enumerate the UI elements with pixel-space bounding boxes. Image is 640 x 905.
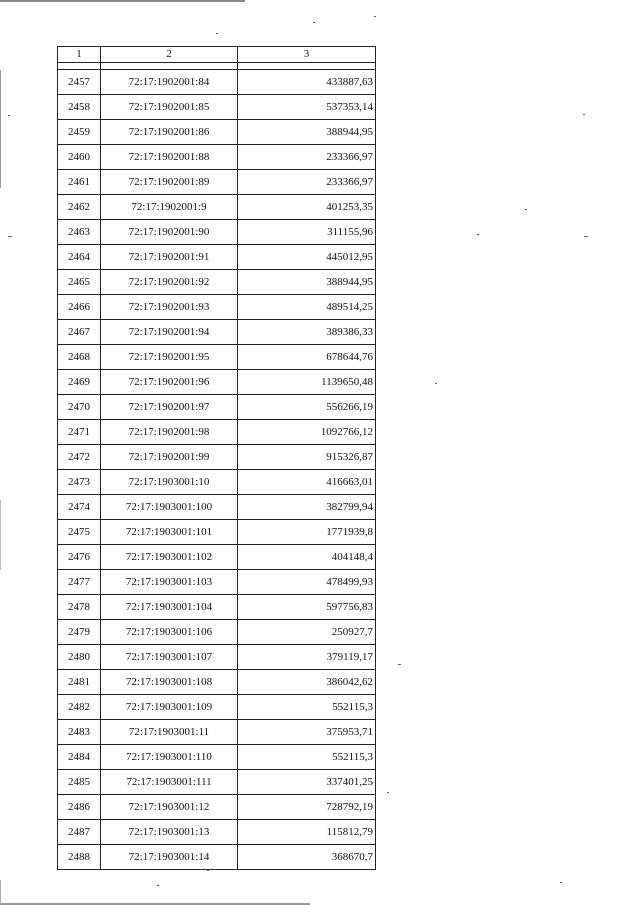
table-row (58, 670, 376, 695)
row-number: 2487 (58, 820, 101, 845)
cadastral-value: 537353,14 (238, 95, 376, 120)
table-row (58, 720, 376, 745)
row-number: 2481 (58, 670, 101, 695)
speck (398, 664, 401, 665)
cadastral-number: 72:17:1902001:93 (101, 295, 238, 320)
table-row (58, 745, 376, 770)
row-number: 2463 (58, 220, 101, 245)
row-number: 2459 (58, 120, 101, 145)
cadastral-value: 1092766,12 (238, 420, 376, 445)
cadastral-number: 72:17:1902001:89 (101, 170, 238, 195)
cadastral-value: 445012,95 (238, 245, 376, 270)
speck (207, 870, 209, 871)
row-number: 2474 (58, 495, 101, 520)
row-number: 2461 (58, 170, 101, 195)
cadastral-value: 368670,7 (238, 845, 376, 870)
row-number: 2470 (58, 395, 101, 420)
cadastral-number: 72:17:1903001:100 (101, 495, 238, 520)
row-number: 2488 (58, 845, 101, 870)
table-row (58, 545, 376, 570)
cadastral-value: 386042,62 (238, 670, 376, 695)
cadastral-value: 233366,97 (238, 145, 376, 170)
table-row (58, 345, 376, 370)
table-row (58, 570, 376, 595)
cadastral-value: 389386,33 (238, 320, 376, 345)
cadastral-number: 72:17:1903001:10 (101, 470, 238, 495)
speck (8, 236, 12, 237)
cadastral-number: 72:17:1902001:97 (101, 395, 238, 420)
table-row (58, 695, 376, 720)
row-number: 2475 (58, 520, 101, 545)
cadastral-value: 311155,96 (238, 220, 376, 245)
speck (387, 792, 389, 793)
cadastral-number: 72:17:1903001:12 (101, 795, 238, 820)
header-col-1: 1 (58, 47, 101, 63)
table-row (58, 770, 376, 795)
cadastral-number: 72:17:1902001:96 (101, 370, 238, 395)
table-row (58, 645, 376, 670)
cadastral-number: 72:17:1903001:104 (101, 595, 238, 620)
header-row (58, 47, 376, 63)
cadastral-value: 388944,95 (238, 120, 376, 145)
cadastral-value: 404148,4 (238, 545, 376, 570)
speck (157, 885, 159, 886)
cadastral-value: 379119,17 (238, 645, 376, 670)
cadastral-value: 489514,25 (238, 295, 376, 320)
cadastral-value-table (57, 46, 376, 870)
cadastral-number: 72:17:1902001:88 (101, 145, 238, 170)
speck (435, 383, 437, 384)
cadastral-value: 233366,97 (238, 170, 376, 195)
row-number: 2465 (58, 270, 101, 295)
cadastral-number: 72:17:1903001:11 (101, 720, 238, 745)
row-number: 2477 (58, 570, 101, 595)
row-number: 2457 (58, 70, 101, 95)
row-number: 2478 (58, 595, 101, 620)
table-row (58, 245, 376, 270)
speck (583, 114, 585, 115)
table-row (58, 395, 376, 420)
row-number: 2466 (58, 295, 101, 320)
speck (374, 16, 376, 17)
cadastral-number: 72:17:1903001:102 (101, 545, 238, 570)
cadastral-value: 552115,3 (238, 745, 376, 770)
table-row (58, 120, 376, 145)
cadastral-number: 72:17:1903001:111 (101, 770, 238, 795)
table-row (58, 495, 376, 520)
cadastral-number: 72:17:1902001:90 (101, 220, 238, 245)
cadastral-value: 678644,76 (238, 345, 376, 370)
cadastral-value: 416663,01 (238, 470, 376, 495)
row-number: 2471 (58, 420, 101, 445)
cadastral-number: 72:17:1903001:14 (101, 845, 238, 870)
row-number: 2462 (58, 195, 101, 220)
speck (560, 882, 562, 883)
row-number: 2458 (58, 95, 101, 120)
cadastral-value: 915326,87 (238, 445, 376, 470)
table-row (58, 320, 376, 345)
cadastral-number: 72:17:1902001:92 (101, 270, 238, 295)
row-number: 2467 (58, 320, 101, 345)
scan-artifact-top (0, 0, 245, 2)
table-body (58, 70, 376, 870)
cadastral-number: 72:17:1902001:91 (101, 245, 238, 270)
cadastral-number: 72:17:1902001:94 (101, 320, 238, 345)
row-number: 2469 (58, 370, 101, 395)
table-row (58, 220, 376, 245)
table-row (58, 370, 376, 395)
table-row (58, 595, 376, 620)
cadastral-value: 728792,19 (238, 795, 376, 820)
cadastral-number: 72:17:1902001:86 (101, 120, 238, 145)
cadastral-value: 478499,93 (238, 570, 376, 595)
row-number: 2473 (58, 470, 101, 495)
header-col-3: 3 (238, 47, 376, 63)
cadastral-value: 1139650,48 (238, 370, 376, 395)
table-row (58, 170, 376, 195)
cadastral-value: 375953,71 (238, 720, 376, 745)
cadastral-number: 72:17:1902001:99 (101, 445, 238, 470)
cadastral-value: 597756,83 (238, 595, 376, 620)
cadastral-value: 433887,63 (238, 70, 376, 95)
speck (477, 234, 479, 235)
scan-artifact-left-2 (0, 500, 1, 570)
speck (313, 22, 315, 23)
speck (8, 115, 10, 116)
row-number: 2480 (58, 645, 101, 670)
table-row (58, 845, 376, 870)
cadastral-number: 72:17:1903001:13 (101, 820, 238, 845)
row-number: 2485 (58, 770, 101, 795)
table-row (58, 795, 376, 820)
table-row (58, 520, 376, 545)
table-row (58, 270, 376, 295)
table-row (58, 470, 376, 495)
row-number: 2484 (58, 745, 101, 770)
cadastral-number: 72:17:1902001:98 (101, 420, 238, 445)
cadastral-number: 72:17:1903001:108 (101, 670, 238, 695)
cadastral-value: 115812,79 (238, 820, 376, 845)
cadastral-number: 72:17:1903001:101 (101, 520, 238, 545)
scan-artifact-left (0, 70, 1, 188)
cadastral-number: 72:17:1903001:103 (101, 570, 238, 595)
cadastral-number: 72:17:1903001:106 (101, 620, 238, 645)
table-row (58, 195, 376, 220)
cadastral-value: 388944,95 (238, 270, 376, 295)
table-row (58, 295, 376, 320)
table-row (58, 145, 376, 170)
cadastral-value: 552115,3 (238, 695, 376, 720)
cadastral-value: 1771939,8 (238, 520, 376, 545)
row-number: 2479 (58, 620, 101, 645)
cadastral-value: 556266,19 (238, 395, 376, 420)
row-number: 2483 (58, 720, 101, 745)
cadastral-value: 337401,25 (238, 770, 376, 795)
cadastral-number: 72:17:1902001:9 (101, 195, 238, 220)
row-number: 2460 (58, 145, 101, 170)
speck (584, 236, 588, 237)
cadastral-number: 72:17:1902001:85 (101, 95, 238, 120)
header-col-2: 2 (101, 47, 238, 63)
table-row (58, 420, 376, 445)
cadastral-number: 72:17:1903001:109 (101, 695, 238, 720)
row-number: 2472 (58, 445, 101, 470)
scan-artifact-bottom-left (0, 880, 1, 904)
row-number: 2476 (58, 545, 101, 570)
cadastral-number: 72:17:1902001:95 (101, 345, 238, 370)
row-number: 2468 (58, 345, 101, 370)
cadastral-value: 250927,7 (238, 620, 376, 645)
table-row (58, 70, 376, 95)
table-row (58, 620, 376, 645)
row-number: 2482 (58, 695, 101, 720)
table-row (58, 445, 376, 470)
cadastral-number: 72:17:1903001:107 (101, 645, 238, 670)
table-row (58, 820, 376, 845)
cadastral-value: 382799,94 (238, 495, 376, 520)
cadastral-number: 72:17:1903001:110 (101, 745, 238, 770)
row-number: 2486 (58, 795, 101, 820)
cadastral-number: 72:17:1902001:84 (101, 70, 238, 95)
speck (525, 209, 527, 210)
speck (216, 33, 218, 34)
row-number: 2464 (58, 245, 101, 270)
table-row (58, 95, 376, 120)
header-spacer (58, 63, 376, 70)
cadastral-value: 401253,35 (238, 195, 376, 220)
